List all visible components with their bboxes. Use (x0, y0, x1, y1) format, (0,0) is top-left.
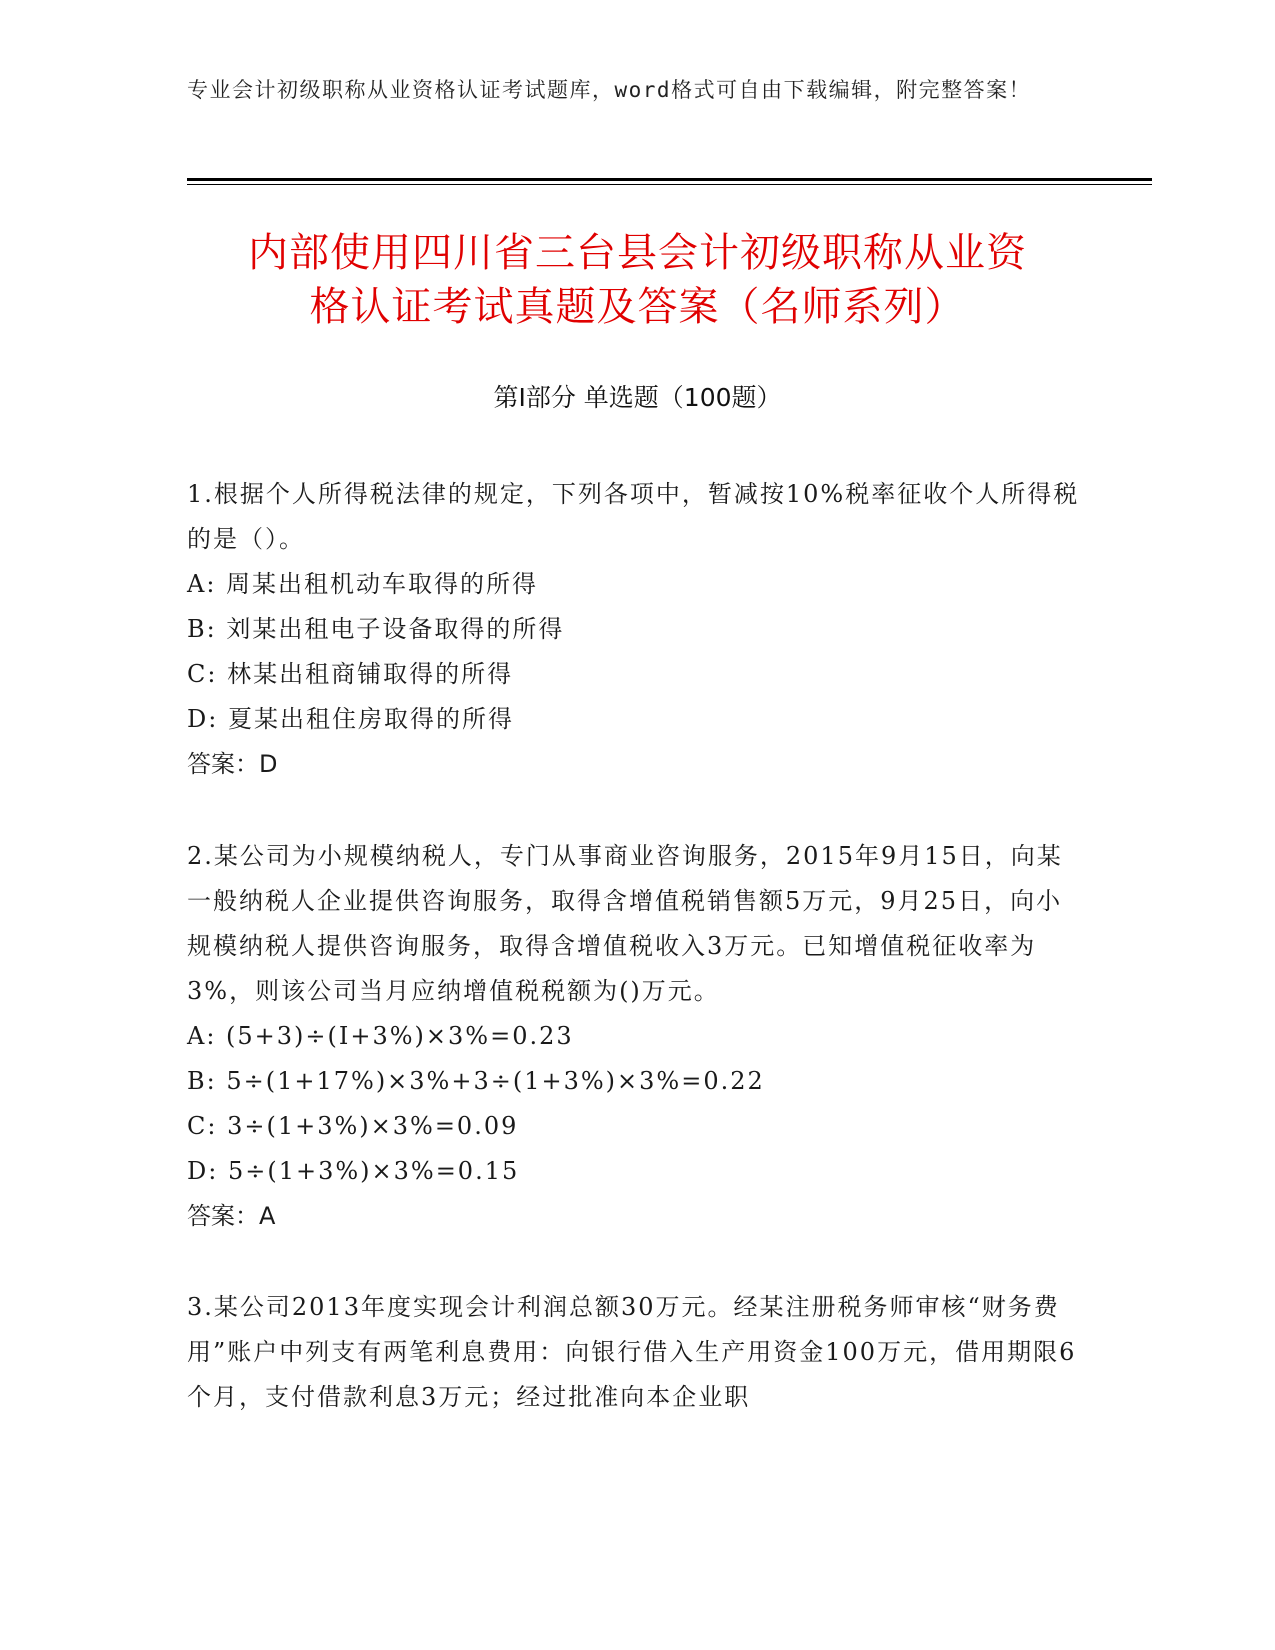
header-note: 专业会计初级职称从业资格认证考试题库，word格式可自由下载编辑，附完整答案！ (187, 78, 1032, 102)
header-divider-thin (187, 184, 1152, 185)
question-2-text: 2.某公司为小规模纳税人，专门从事商业咨询服务，2015年9月15日，向某一般纳税人企业提供咨询服务，取得含增值税销售额5万元，9月25日，向小规模纳税人提供咨询服务，取得含增值税收入3万元。已知增值税征收率为3%，则该公司当月应纳增值税税额为()万元。 (187, 842, 1063, 1005)
document-title-line-1: 内部使用四川省三台县会计初级职称从业资 (248, 230, 1027, 276)
document-title-line-2: 格认证考试真题及答案（名师系列） (309, 284, 966, 330)
question-3-text: 3.某公司2013年度实现会计利润总额30万元。经某注册税务师审核“财务费用”账户中列支有两笔利息费用：向银行借入生产用资金100万元，借用期限6个月，支付借款利息3万元；经过批准向本企业职 (187, 1293, 1077, 1411)
question-1-text: 1.根据个人所得税法律的规定，下列各项中，暂减按10%税率征收个人所得税的是（）。 (187, 480, 1080, 553)
question-1-option-b: B: 刘某出租电子设备取得的所得 (187, 615, 565, 643)
question-2-option-b: B: 5÷(1+17%)×3%+3÷(1+3%)×3%=0.22 (187, 1067, 765, 1095)
question-1-answer: 答案：D (187, 750, 278, 778)
question-2 (187, 834, 1082, 1239)
question-1-option-d: D: 夏某出租住房取得的所得 (187, 705, 514, 733)
question-1 (187, 472, 1082, 787)
question-1-option-a: A: 周某出租机动车取得的所得 (187, 570, 539, 598)
document-title (150, 226, 1125, 334)
header-divider-thick (187, 178, 1152, 181)
question-2-option-c: C: 3÷(1+3%)×3%=0.09 (187, 1112, 519, 1140)
question-2-option-a: A: (5+3)÷(I+3%)×3%=0.23 (187, 1022, 574, 1050)
question-2-option-d: D: 5÷(1+3%)×3%=0.15 (187, 1157, 520, 1185)
section-title: 第Ⅰ部分 单选题（100题） (493, 383, 782, 412)
question-1-option-c: C: 林某出租商铺取得的所得 (187, 660, 514, 688)
question-3 (187, 1285, 1082, 1420)
question-2-answer: 答案：A (187, 1202, 276, 1230)
